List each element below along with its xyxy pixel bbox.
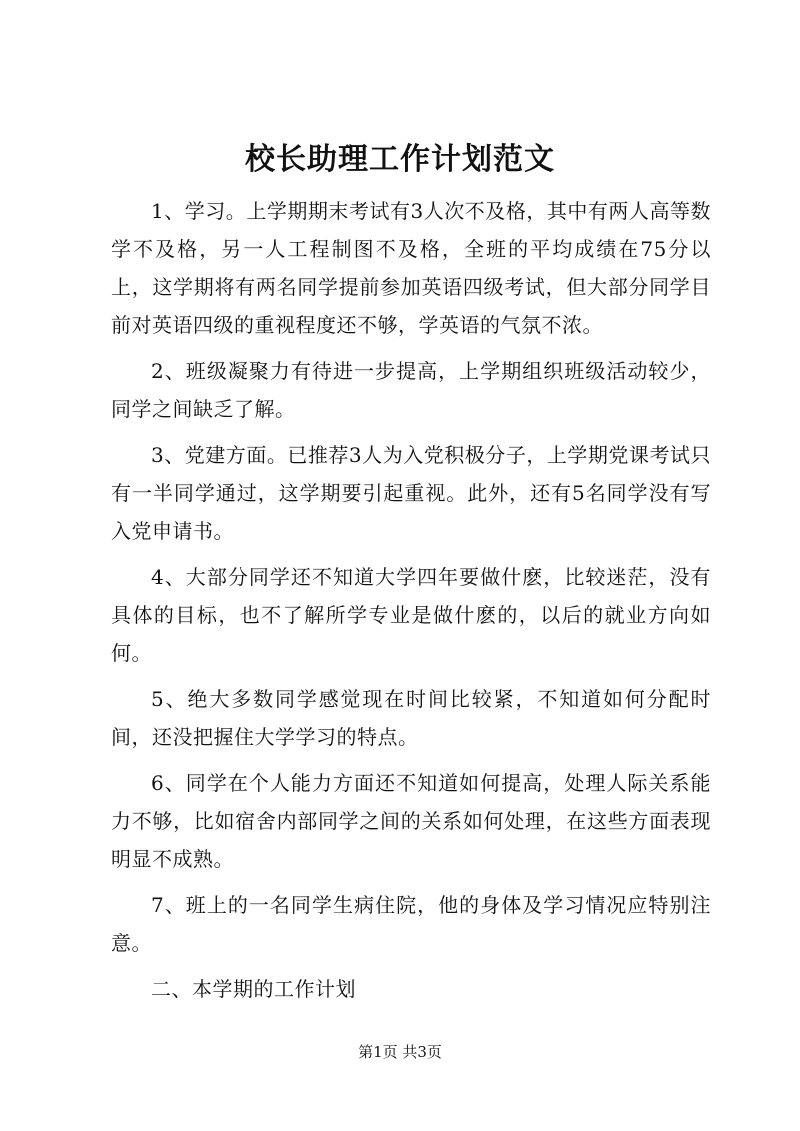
- paragraph-4: 4、大部分同学还不知道大学四年要做什麽，比较迷茫，没有具体的目标，也不了解所学专业是做什麽的，以后的就业方向如何。: [111, 565, 711, 665]
- paragraph-1: 1、学习。上学期期末考试有3人次不及格，其中有两人高等数学不及格，另一人工程制图不及格，全班的平均成绩在75分以上，这学期将有两名同学提前参加英语四级考试，但大部分同学目前对英语四级的重视程度还不够，学英语的气氛不浓。: [111, 199, 711, 337]
- paragraph-6: 6、同学在个人能力方面还不知道如何提高，处理人际关系能力不够，比如宿舍内部同学之间的关系如何处理，在这些方面表现明显不成熟。: [111, 771, 711, 871]
- section-heading: 二、本学期的工作计划: [151, 977, 356, 1001]
- paragraph-2: 2、班级凝聚力有待进一步提高，上学期组织班级活动较少，同学之间缺乏了解。: [111, 359, 711, 421]
- document-title: 校长助理工作计划范文: [245, 142, 555, 177]
- paragraph-7: 7、班上的一名同学生病住院，他的身体及学习情况应特别注意。: [111, 893, 711, 955]
- page-number: 第1页 共3页: [358, 1043, 442, 1061]
- document-body: [111, 192, 711, 1016]
- paragraph-5: 5、绝大多数同学感觉现在时间比较紧，不知道如何分配时间，还没把握住大学学习的特点。: [111, 687, 711, 749]
- paragraph-3: 3、党建方面。已推荐3人为入党积极分子，上学期党课考试只有一半同学通过，这学期要引起重视。此外，还有5名同学没有写入党申请书。: [111, 443, 711, 543]
